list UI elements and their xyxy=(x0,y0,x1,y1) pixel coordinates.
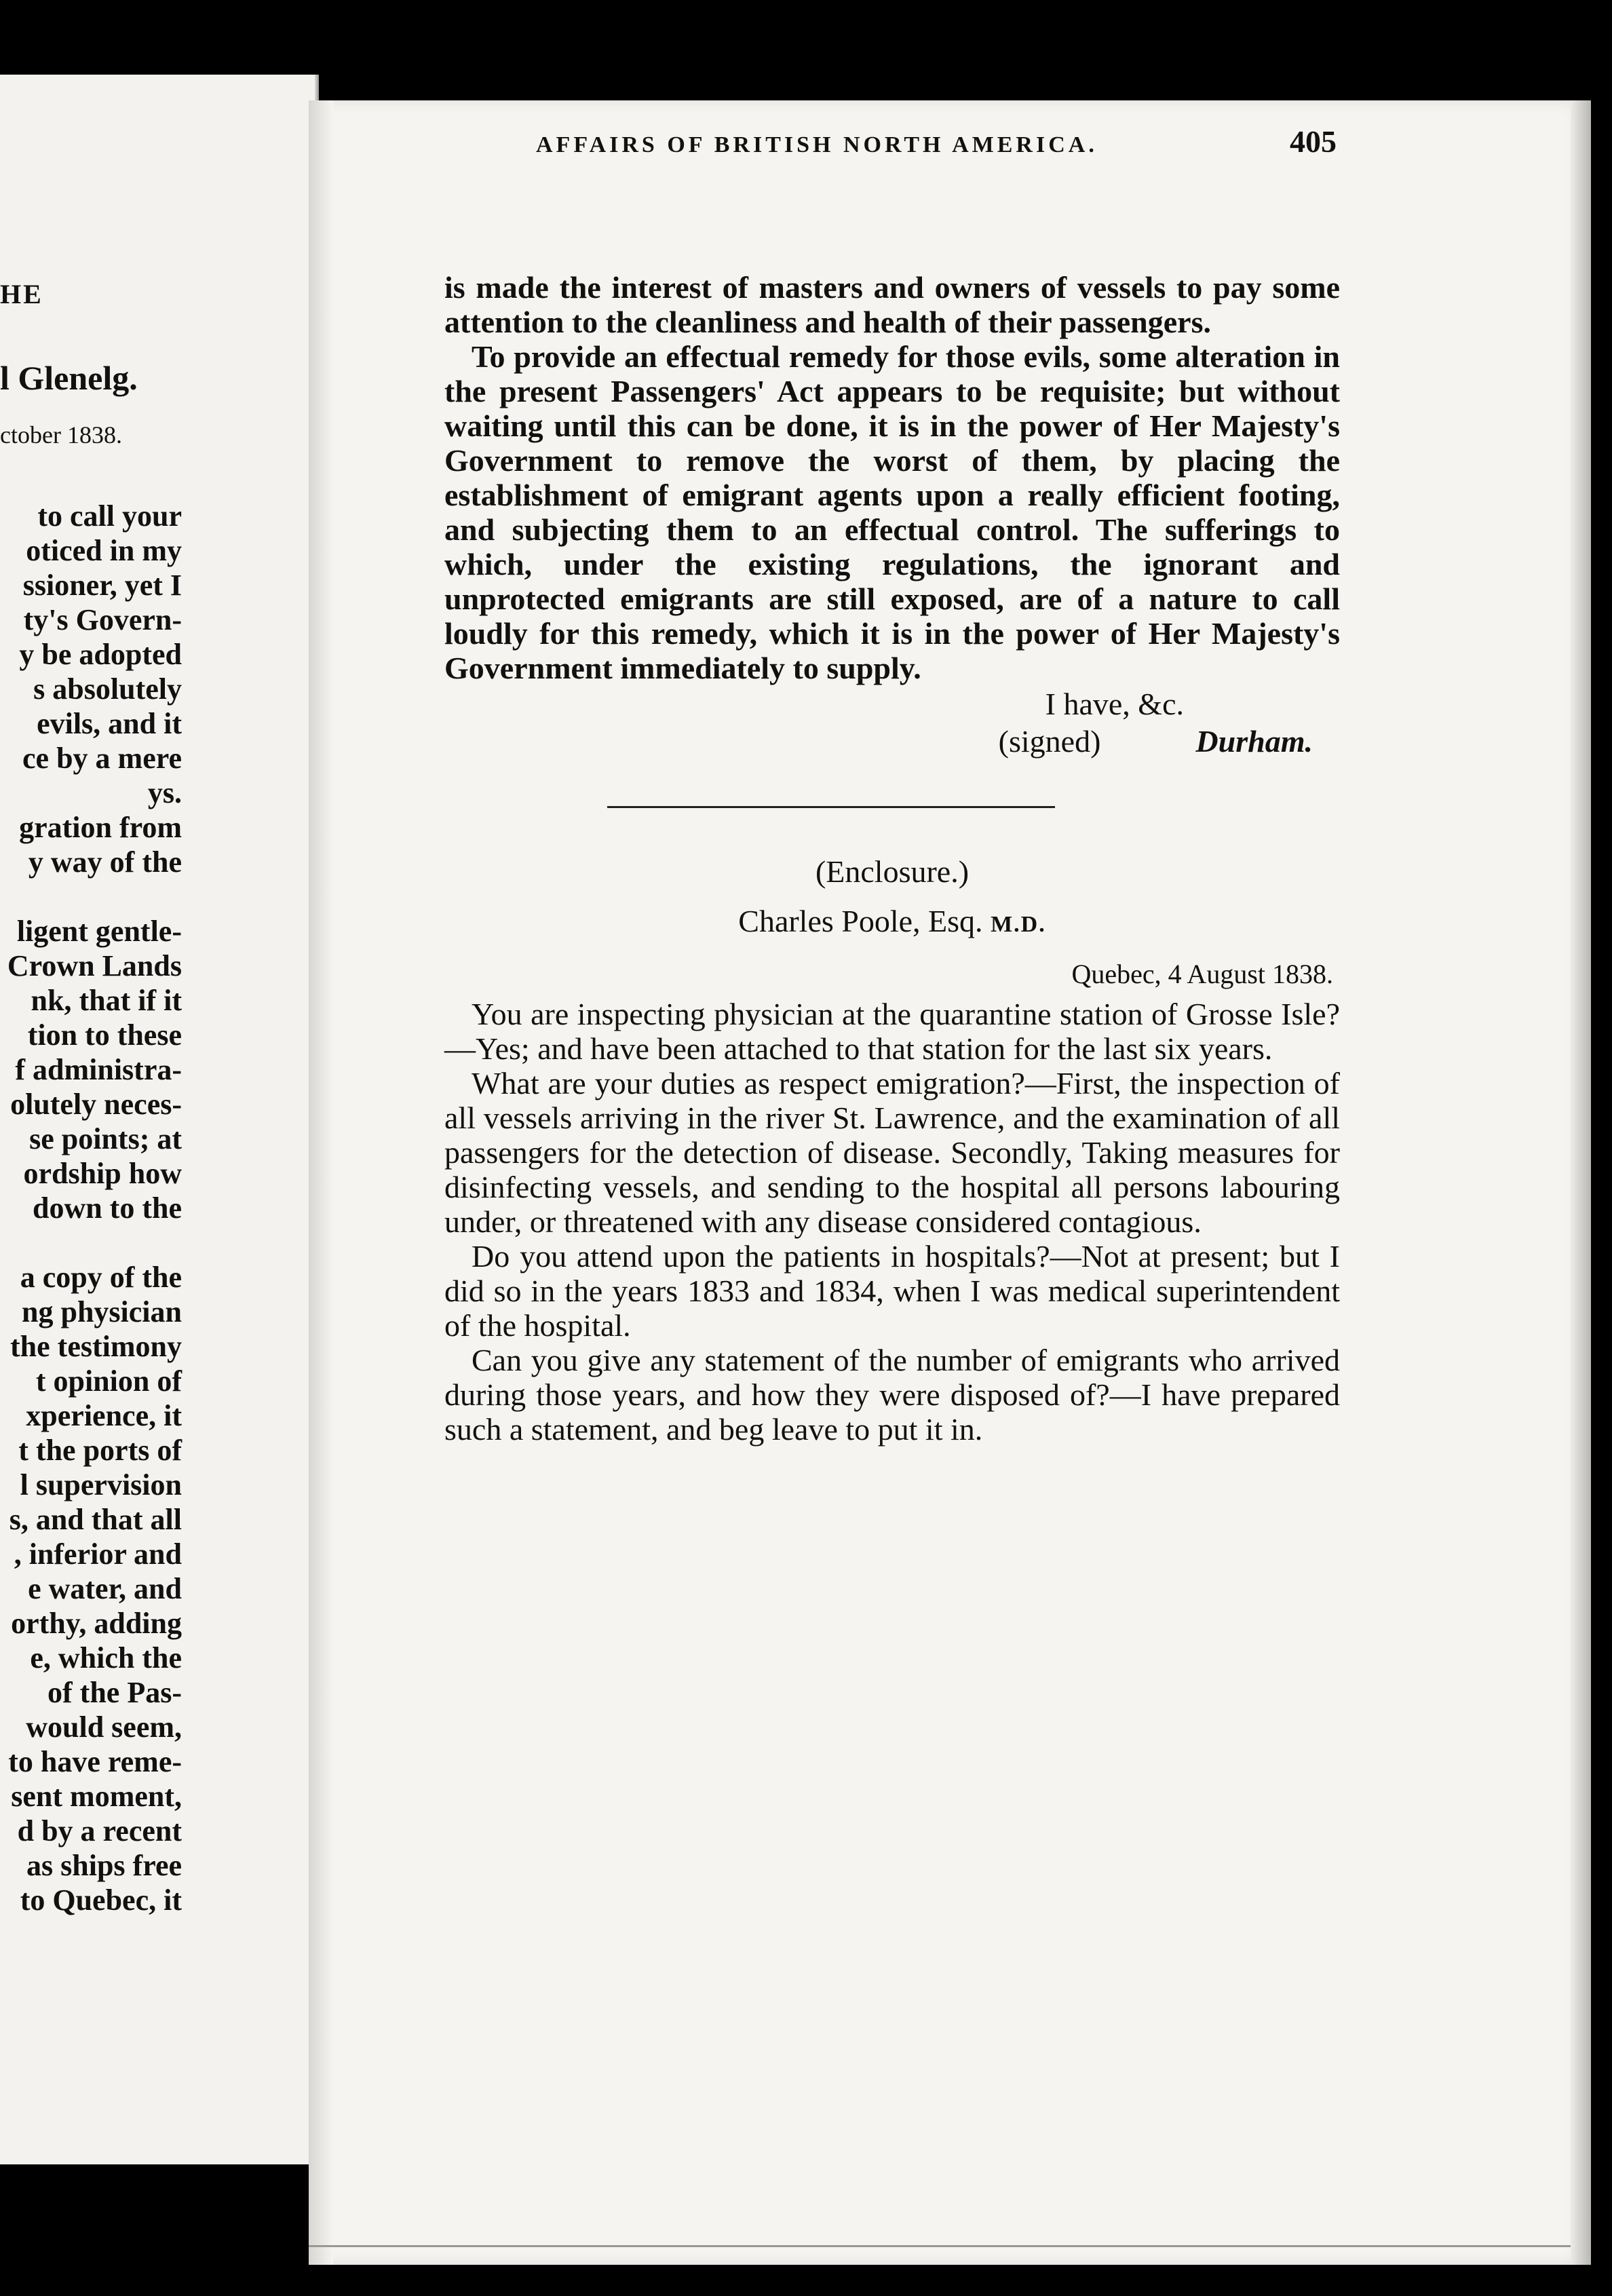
left-text-line: se points; at xyxy=(29,1122,182,1155)
section-divider xyxy=(607,806,1055,808)
enclosure-label: (Enclosure.) xyxy=(815,854,970,889)
left-text-line: xperience, it xyxy=(26,1399,182,1432)
testimony-paragraph: You are inspecting physician at the quarantine station of Grosse Isle?—Yes; and have been attached to that station for the last six years. xyxy=(444,997,1340,1066)
left-text-line: a copy of the xyxy=(20,1261,182,1294)
running-head xyxy=(265,123,1343,159)
left-text-line: t opinion of xyxy=(35,1364,182,1398)
left-text-line: tion to these xyxy=(27,1018,182,1052)
testimony-paragraph: What are your duties as respect emigration?—First, the inspection of all vessels arriving in the river St. Lawrence, and the examination of all passengers for the detection of disease. Secondly, Taking measures for disinfecting vessels, and sending to the hospital all persons labouring under, or threatened with any disease considered contagious. xyxy=(444,1066,1340,1239)
left-text-line: e water, and xyxy=(28,1572,182,1605)
left-text-line: orthy, adding xyxy=(11,1607,182,1640)
left-text-line: ligent gentle- xyxy=(16,915,182,948)
left-page-fragment xyxy=(0,75,319,2164)
signed-label: (signed) xyxy=(998,724,1101,759)
left-text-line: f administra- xyxy=(15,1053,182,1086)
running-title: AFFAIRS OF BRITISH NORTH AMERICA. xyxy=(536,132,1098,157)
closing-text: I have, &c. xyxy=(1045,687,1184,721)
left-text-line: s, and that all xyxy=(9,1503,182,1536)
left-text-line: d by a recent xyxy=(17,1814,182,1848)
left-text-line: oticed in my xyxy=(26,534,182,567)
left-text-line: as ships free xyxy=(26,1849,182,1882)
addressee-name: Charles Poole, Esq. xyxy=(738,904,983,938)
left-date-fragment: ctober 1838. xyxy=(0,421,122,448)
left-text-line: e, which the xyxy=(30,1641,182,1675)
left-text-line: ys. xyxy=(147,776,182,809)
left-text-line xyxy=(0,879,182,914)
left-text-line: ty's Govern- xyxy=(23,603,182,636)
left-text-line: of the Pas- xyxy=(47,1676,182,1709)
page-gutter xyxy=(309,100,333,2265)
enclosure-addressee xyxy=(444,904,1340,942)
left-text-line: ng physician xyxy=(22,1295,182,1328)
left-text-line: l supervision xyxy=(20,1468,182,1501)
left-text-line: the testimony xyxy=(10,1330,182,1363)
left-text-line: would seem, xyxy=(26,1710,182,1744)
left-text-line: Crown Lands xyxy=(7,949,182,982)
left-header-fragment: HE xyxy=(0,279,43,309)
page-number: 405 xyxy=(1290,124,1337,159)
page-edge-right xyxy=(1571,100,1591,2265)
left-text-line: ssioner, yet I xyxy=(22,569,182,602)
signature-row xyxy=(444,724,1340,759)
testimony-paragraph: Can you give any statement of the number of emigrants who arrived during those years, and how they were disposed of?—I have prepared such a statement, and beg leave to put it in. xyxy=(444,1343,1340,1447)
signature: Durham. xyxy=(1195,724,1313,759)
left-text-line: s absolutely xyxy=(33,672,182,706)
letter-paragraph: is made the interest of masters and owners of vessels to pay some attention to the cleanliness and health of their passengers. xyxy=(444,270,1340,339)
page-body xyxy=(444,270,1340,1447)
closing-row xyxy=(444,687,1340,721)
left-text-line: to Quebec, it xyxy=(20,1883,182,1917)
left-text-line: t the ports of xyxy=(18,1434,182,1467)
left-text-line: , inferior and xyxy=(14,1537,182,1571)
left-text-line: down to the xyxy=(32,1191,182,1225)
left-text-line: to call your xyxy=(37,499,182,533)
left-title-fragment: l Glenelg. xyxy=(0,359,138,397)
left-text-line: ce by a mere xyxy=(22,742,182,775)
left-text-line: olutely neces- xyxy=(10,1088,182,1121)
left-text-line xyxy=(0,1225,182,1260)
left-text-line: gration from xyxy=(19,811,182,844)
addressee-suffix: M.D. xyxy=(991,912,1046,937)
letter-paragraph: To provide an effectual remedy for those evils, some alteration in the present Passengers' Act appears to be requisite; but without waiting until this can be done, it is in the power of Her Majesty's Government to remove the worst of them, by placing the establishment of emigrant agents upon a really efficient footing, and subjecting them to an effectual control. The sufferings to which, under the existing regulations, the ignorant and unprotected emigrants are still exposed, are of a nature to call loudly for this remedy, which it is in the power of Her Majesty's Government immediately to supply. xyxy=(444,339,1340,685)
left-text-line: evils, and it xyxy=(37,707,182,740)
left-text-line: to have reme- xyxy=(8,1745,182,1778)
testimony-paragraph: Do you attend upon the patients in hospitals?—Not at present; but I did so in the years 1833 and 1834, when I was medical superintendent of the hospital. xyxy=(444,1239,1340,1343)
left-text-line: nk, that if it xyxy=(31,984,182,1017)
left-text-line: y be adopted xyxy=(19,638,182,671)
left-text-line: y way of the xyxy=(28,845,182,879)
left-text-line: sent moment, xyxy=(11,1780,182,1813)
page-bottom-rule xyxy=(309,2245,1571,2247)
testimony xyxy=(444,997,1340,1447)
enclosure-dateline: Quebec, 4 August 1838. xyxy=(1071,959,1333,989)
left-text-line: ordship how xyxy=(23,1157,182,1190)
left-text-lines xyxy=(0,499,182,1917)
